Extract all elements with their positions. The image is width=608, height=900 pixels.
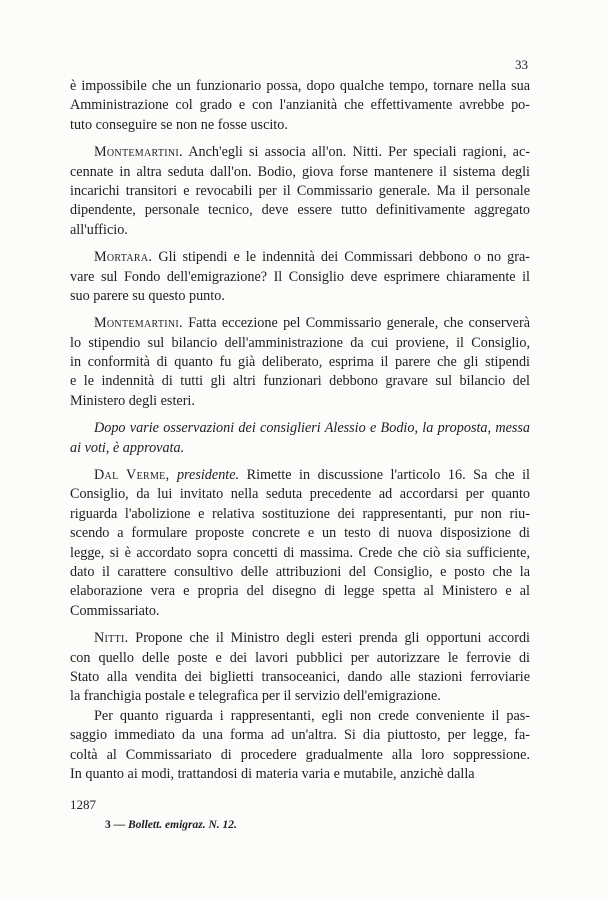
text-line: riguarda l'abolizione e relativa sostituzione dei rappresentanti, pur non riu-: [70, 505, 530, 522]
text-line: all'ufficio.: [70, 221, 128, 238]
line-text: Rimette in discussione l'articolo 16. Sa che il: [239, 467, 530, 484]
text-line: lo stipendio sul bilancio dell'amministrazione da cui proviene, il Consiglio,: [70, 334, 530, 351]
text-line: incarichi transitori e revocabili per il Commissario generale. Ma il personale: [70, 182, 530, 199]
speaker-name: Montemartini.: [94, 144, 183, 161]
text-line: dipendente, personale tecnico, deve essere tutto definitivamente aggregato: [70, 202, 530, 219]
speaker-role: presidente.: [169, 467, 240, 484]
text-line: è impossibile che un funzionario possa, dopo qualche tempo, tornare nella sua: [70, 78, 530, 94]
line-text: Anch'egli si associa all'on. Nitti. Per speciali ragioni, ac-: [182, 144, 530, 161]
text-line: Per quanto riguarda i rappresentanti, egli non crede conveniente il pas-: [94, 707, 530, 724]
page-number: 33: [515, 57, 528, 72]
text-line: dato il carattere consultivo delle attribuzioni del Consiglio, e posto che la: [70, 563, 530, 580]
footer-sheet-number: 1287: [70, 797, 96, 812]
paragraph: [70, 143, 530, 240]
paragraph: [70, 314, 530, 411]
speaker-name: Dal Verme,: [94, 467, 170, 484]
text-line: Ministero degli esteri.: [70, 392, 195, 409]
paragraph: [70, 419, 530, 458]
speaker-name: Montemartini.: [94, 315, 183, 332]
line-text: Gli stipendi e le indennità dei Commissari debbono o no gra-: [152, 249, 530, 266]
text-line: saggio immediato da una forma ad un'altra. Si dia piuttosto, per legge, fa-: [70, 727, 530, 744]
text-line: [70, 143, 530, 162]
line-text: Propone che il Ministro degli esteri prenda gli opportuni accordi: [128, 630, 530, 647]
text-line: legge, si è accordato sopra concetti di massima. Crede che ciò sia sufficiente,: [70, 544, 530, 561]
line-text: Fatta eccezione pel Commissario generale, che conserverà: [182, 315, 530, 332]
paragraph: [70, 466, 530, 621]
text-line: scendo a formulare proposte concrete e un testo di nuova disposizione di: [70, 525, 530, 542]
text-line: [70, 248, 530, 267]
text-line: con quello delle poste e dei lavori pubblici per autorizzare le ferrovie di: [70, 649, 530, 666]
paragraph: [70, 77, 530, 135]
text-line: coltà al Commissariato di procedere gradualmente alla loro soppressione.: [70, 746, 530, 763]
text-line: cennate in altra seduta dall'on. Bodio, giova forse mantenere il sistema degli: [70, 163, 530, 180]
text-line: in conformità di quanto fu già deliberato, esprima il parere che gli stipendi: [70, 354, 530, 371]
text-line: e le indennità di tutti gli altri funzionari debbono gravare sul bilancio del: [70, 373, 530, 390]
text-line: vare sul Fondo dell'emigrazione? Il Consiglio deve esprimere chiaramente il: [70, 268, 530, 285]
signature-title: Bollett. emigraz. N. 12.: [128, 819, 237, 831]
paragraph: [70, 248, 530, 306]
text-line: Consiglio, da lui invitato nella seduta precedente ad accordarsi per quanto: [70, 486, 530, 503]
speaker-name: Mortara.: [94, 249, 153, 266]
speaker-name: Nitti.: [94, 630, 129, 647]
footer-signature: [105, 818, 237, 833]
paragraph: [70, 707, 530, 785]
text-line: Dopo varie osservazioni dei consiglieri Alessio e Bodio, la proposta, messa: [94, 420, 530, 437]
text-line: tuto conseguire se non ne fosse uscito.: [70, 116, 288, 133]
text-line: Stato alla vendita dei biglietti transoceanici, dando alle stazioni ferroviarie: [70, 668, 530, 685]
text-line: [70, 629, 530, 648]
text-line: [70, 466, 530, 485]
text-line: suo parere su questo punto.: [70, 287, 225, 304]
text-line: la franchigia postale e telegrafica per il servizio dell'emigrazione.: [70, 688, 441, 705]
body-text: [70, 77, 530, 792]
text-line: ai voti, è approvata.: [70, 439, 185, 456]
text-line: Amministrazione col grado e con l'anzianità che effettivamente avrebbe po-: [70, 97, 530, 114]
signature-prefix: 3 —: [105, 819, 128, 831]
text-line: Commissariato.: [70, 602, 160, 619]
text-line: [70, 314, 530, 333]
text-line: elaborazione vera e propria del disegno di legge spetta al Ministero e al: [70, 583, 530, 600]
text-line: In quanto ai modi, trattandosi di materia varia e mutabile, anzichè dalla: [70, 765, 475, 782]
paragraph: [70, 629, 530, 707]
